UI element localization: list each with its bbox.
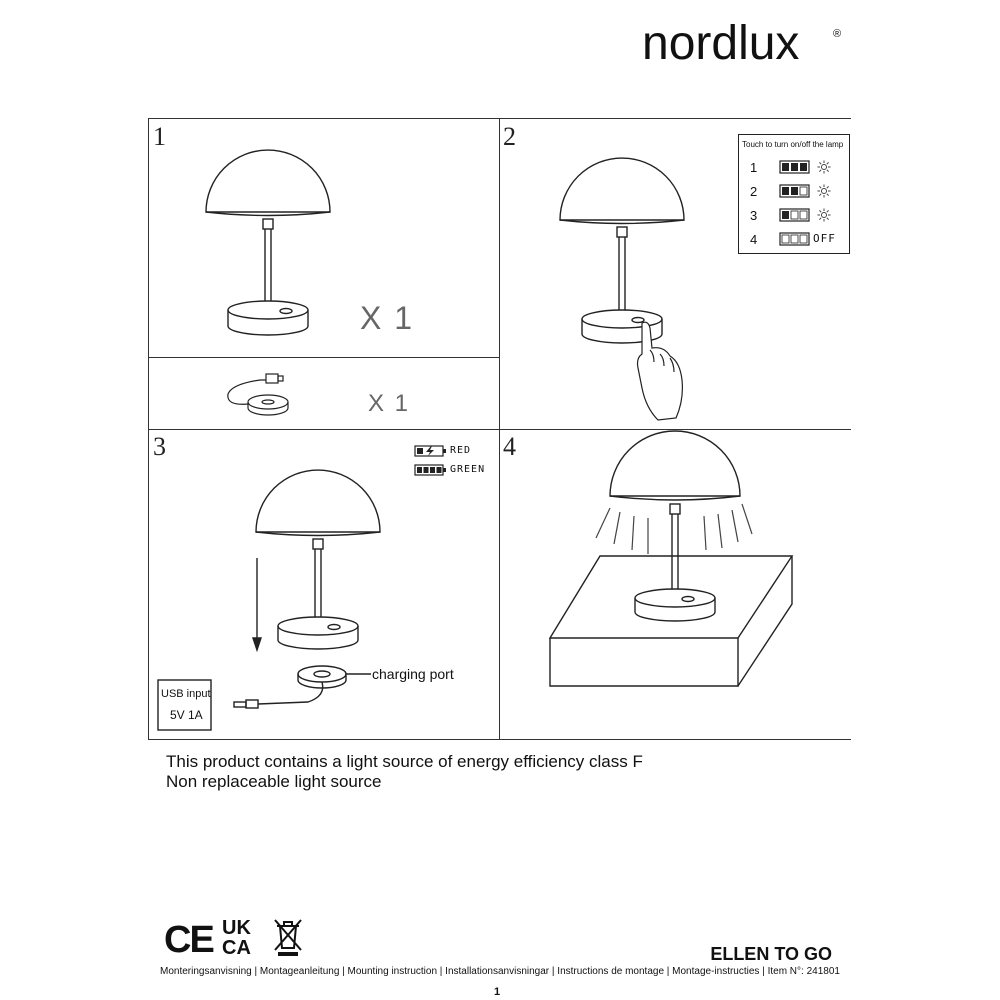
weee-bin-icon xyxy=(272,916,304,956)
step-number-1: 1 xyxy=(153,122,166,151)
charging-port-label: charging port xyxy=(372,666,454,682)
brightness-level-icon xyxy=(779,159,811,175)
product-name: ELLEN TO GO xyxy=(710,944,832,964)
sun-icon xyxy=(817,184,831,198)
pad-quantity: X 1 xyxy=(368,390,411,417)
brightness-level-icon xyxy=(779,183,811,199)
brightness-level-icon xyxy=(779,207,811,223)
page-number: 1 xyxy=(494,986,501,998)
touch-legend-index: 3 xyxy=(750,208,758,223)
touch-legend-title: Touch to turn on/off the lamp xyxy=(742,140,844,149)
sun-icon xyxy=(817,160,831,174)
light-rays xyxy=(596,504,752,554)
step-number-2: 2 xyxy=(503,122,516,151)
charge-label-red: RED xyxy=(450,445,472,456)
charging-pad-illustration xyxy=(228,374,288,415)
ukca-mark-text: UK CA xyxy=(222,917,251,959)
touch-legend xyxy=(738,134,850,254)
ukca-mark xyxy=(222,918,266,962)
touch-legend-row xyxy=(739,157,847,177)
battery-charging-icon xyxy=(414,444,448,458)
lamp-illustration-1 xyxy=(206,150,330,335)
charge-legend xyxy=(414,444,504,484)
step-number-3: 3 xyxy=(153,432,166,461)
light-source-text: Non replaceable light source xyxy=(166,772,382,791)
energy-class-text: This product contains a light source of energy efficiency class F xyxy=(166,752,643,771)
touch-legend-off: OFF xyxy=(813,232,836,245)
lamp-illustration-2 xyxy=(560,158,684,343)
brand-logo: nordlux xyxy=(642,17,800,70)
lamp-quantity: X 1 xyxy=(360,300,415,336)
battery-full-icon xyxy=(414,463,448,477)
touch-legend-index: 4 xyxy=(750,232,758,247)
registered-mark: ® xyxy=(833,28,842,40)
lamp-illustration-4 xyxy=(610,431,740,621)
touch-legend-row xyxy=(739,205,847,225)
touch-legend-index: 1 xyxy=(750,160,758,175)
charge-label-green: GREEN xyxy=(450,464,486,475)
touch-legend-row xyxy=(739,229,847,249)
touch-legend-row xyxy=(739,181,847,201)
sun-icon xyxy=(817,208,831,222)
step-number-4: 4 xyxy=(503,432,516,461)
instruction-languages: Monteringsanvisning | Montageanleitung | Mounting instruction | Installationsanvisningar | Instructions de montage | Montage-instructies | Item N°: 241801 xyxy=(160,966,840,977)
brightness-level-icon xyxy=(779,231,811,247)
touch-legend-index: 2 xyxy=(750,184,758,199)
usb-voltage-label: 5V 1A xyxy=(170,708,203,722)
usb-input-label: USB input xyxy=(161,688,211,700)
ce-mark: CE xyxy=(164,919,213,961)
